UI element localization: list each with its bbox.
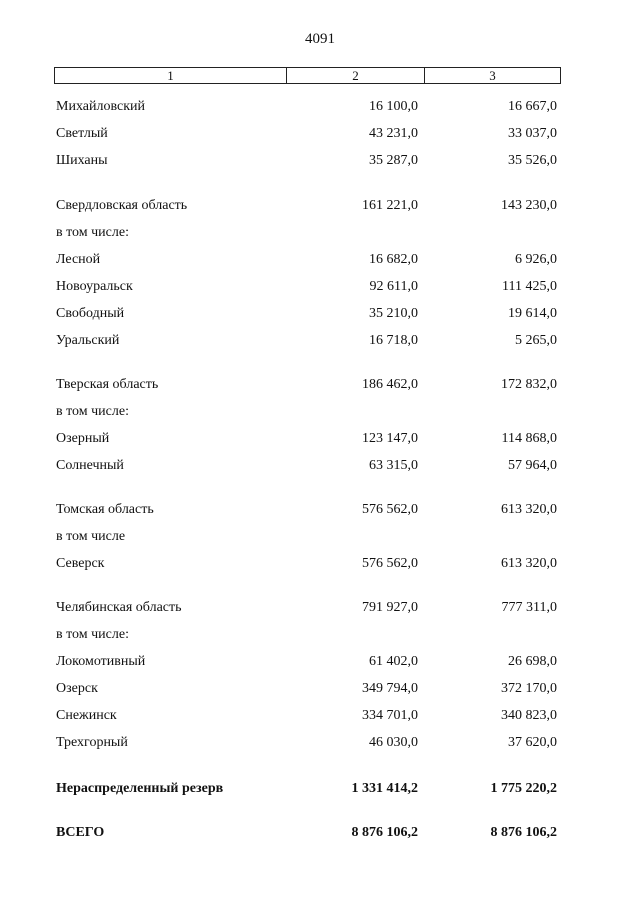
row-value-col2: 123 147,0: [362, 431, 418, 446]
subheading-row: [0, 527, 640, 547]
row-name: Тверская область: [56, 377, 159, 392]
row-name: Уральский: [56, 333, 120, 348]
row-name: Михайловский: [56, 99, 145, 114]
row-name: Нераспределенный резерв: [56, 781, 224, 796]
row-value-col2: 92 611,0: [369, 279, 418, 294]
subheading-row: [0, 223, 640, 243]
row-name: Свердловская область: [56, 198, 188, 213]
column-header-row: [54, 67, 561, 84]
row-value-col3: 777 311,0: [501, 600, 557, 615]
row-value-col3: 33 037,0: [508, 126, 557, 141]
row-value-col3: 613 320,0: [501, 502, 557, 517]
row-value-col3: 6 926,0: [515, 252, 557, 267]
row-value-col3: 372 170,0: [501, 681, 557, 696]
row-name: Челябинская область: [56, 600, 182, 615]
row-value-col3: 340 823,0: [501, 708, 557, 723]
row-value-col3: 16 667,0: [508, 99, 557, 114]
total-row: [0, 823, 640, 843]
row-value-col2: 16 682,0: [369, 252, 418, 267]
row-value-col2: 16 100,0: [369, 99, 418, 114]
row-name: Трехгорный: [56, 735, 128, 750]
row-value-col3: 111 425,0: [502, 279, 557, 294]
table-row: [0, 124, 640, 144]
row-value-col2: 1 331 414,2: [351, 781, 418, 796]
region-row-sverdlovsk: [0, 196, 640, 216]
row-value-col2: 8 876 106,2: [351, 825, 418, 840]
row-value-col3: 172 832,0: [501, 377, 557, 392]
row-name: Снежинск: [56, 708, 117, 723]
table-row: [0, 456, 640, 476]
row-value-col3: 19 614,0: [508, 306, 557, 321]
page-number: 4091: [305, 31, 335, 47]
row-value-col2: 576 562,0: [362, 502, 418, 517]
row-value-col2: 161 221,0: [362, 198, 418, 213]
row-name: Новоуральск: [56, 279, 133, 294]
row-name: Озерный: [56, 431, 110, 446]
row-value-col3: 37 620,0: [508, 735, 557, 750]
row-name: Томская область: [56, 502, 154, 517]
row-value-col2: 186 462,0: [362, 377, 418, 392]
row-value-col2: 791 927,0: [362, 600, 418, 615]
row-name: Лесной: [56, 252, 101, 267]
row-name: в том числе: [56, 529, 126, 544]
table-row: [0, 97, 640, 117]
table-row: [0, 652, 640, 672]
row-name: ВСЕГО: [56, 825, 105, 840]
row-value-col2: 63 315,0: [369, 458, 418, 473]
row-value-col3: 114 868,0: [501, 431, 557, 446]
row-value-col2: 35 210,0: [369, 306, 418, 321]
row-value-col2: 349 794,0: [362, 681, 418, 696]
table-row: [0, 679, 640, 699]
reserve-row: [0, 779, 640, 799]
table-row: [0, 304, 640, 324]
row-value-col3: 57 964,0: [508, 458, 557, 473]
row-value-col2: 46 030,0: [369, 735, 418, 750]
table-row: [0, 331, 640, 351]
table-row: [0, 151, 640, 171]
row-value-col3: 8 876 106,2: [490, 825, 557, 840]
table-row: [0, 554, 640, 574]
region-row-chelyabinsk: [0, 598, 640, 618]
row-name: Свободный: [56, 306, 125, 321]
row-value-col2: 576 562,0: [362, 556, 418, 571]
row-value-col2: 334 701,0: [362, 708, 418, 723]
column-header-2: 2: [287, 68, 425, 83]
row-name: в том числе:: [56, 404, 129, 419]
row-value-col2: 43 231,0: [369, 126, 418, 141]
column-header-3: 3: [489, 67, 496, 83]
row-value-col3: 35 526,0: [508, 153, 557, 168]
row-value-col2: 16 718,0: [369, 333, 418, 348]
subheading-row: [0, 625, 640, 645]
row-name: Светлый: [56, 126, 108, 141]
subheading-row: [0, 402, 640, 422]
row-value-col3: 143 230,0: [501, 198, 557, 213]
row-value-col3: 5 265,0: [515, 333, 557, 348]
table-row: [0, 706, 640, 726]
row-name: Северск: [56, 556, 105, 571]
table-row: [0, 733, 640, 753]
row-value-col3: 613 320,0: [501, 556, 557, 571]
row-value-col3: 26 698,0: [508, 654, 557, 669]
row-name: Солнечный: [56, 458, 124, 473]
row-name: Локомотивный: [56, 654, 146, 669]
table-row: [0, 250, 640, 270]
row-name: Озерск: [56, 681, 98, 696]
region-row-tver: [0, 375, 640, 395]
row-value-col2: 61 402,0: [369, 654, 418, 669]
row-value-col3: 1 775 220,2: [490, 781, 557, 796]
table-row: [0, 429, 640, 449]
row-value-col2: 35 287,0: [369, 153, 418, 168]
region-row-tomsk: [0, 500, 640, 520]
row-name: Шиханы: [56, 153, 108, 168]
row-name: в том числе:: [56, 225, 129, 240]
column-header-1: 1: [55, 68, 287, 83]
row-name: в том числе:: [56, 627, 129, 642]
table-row: [0, 277, 640, 297]
